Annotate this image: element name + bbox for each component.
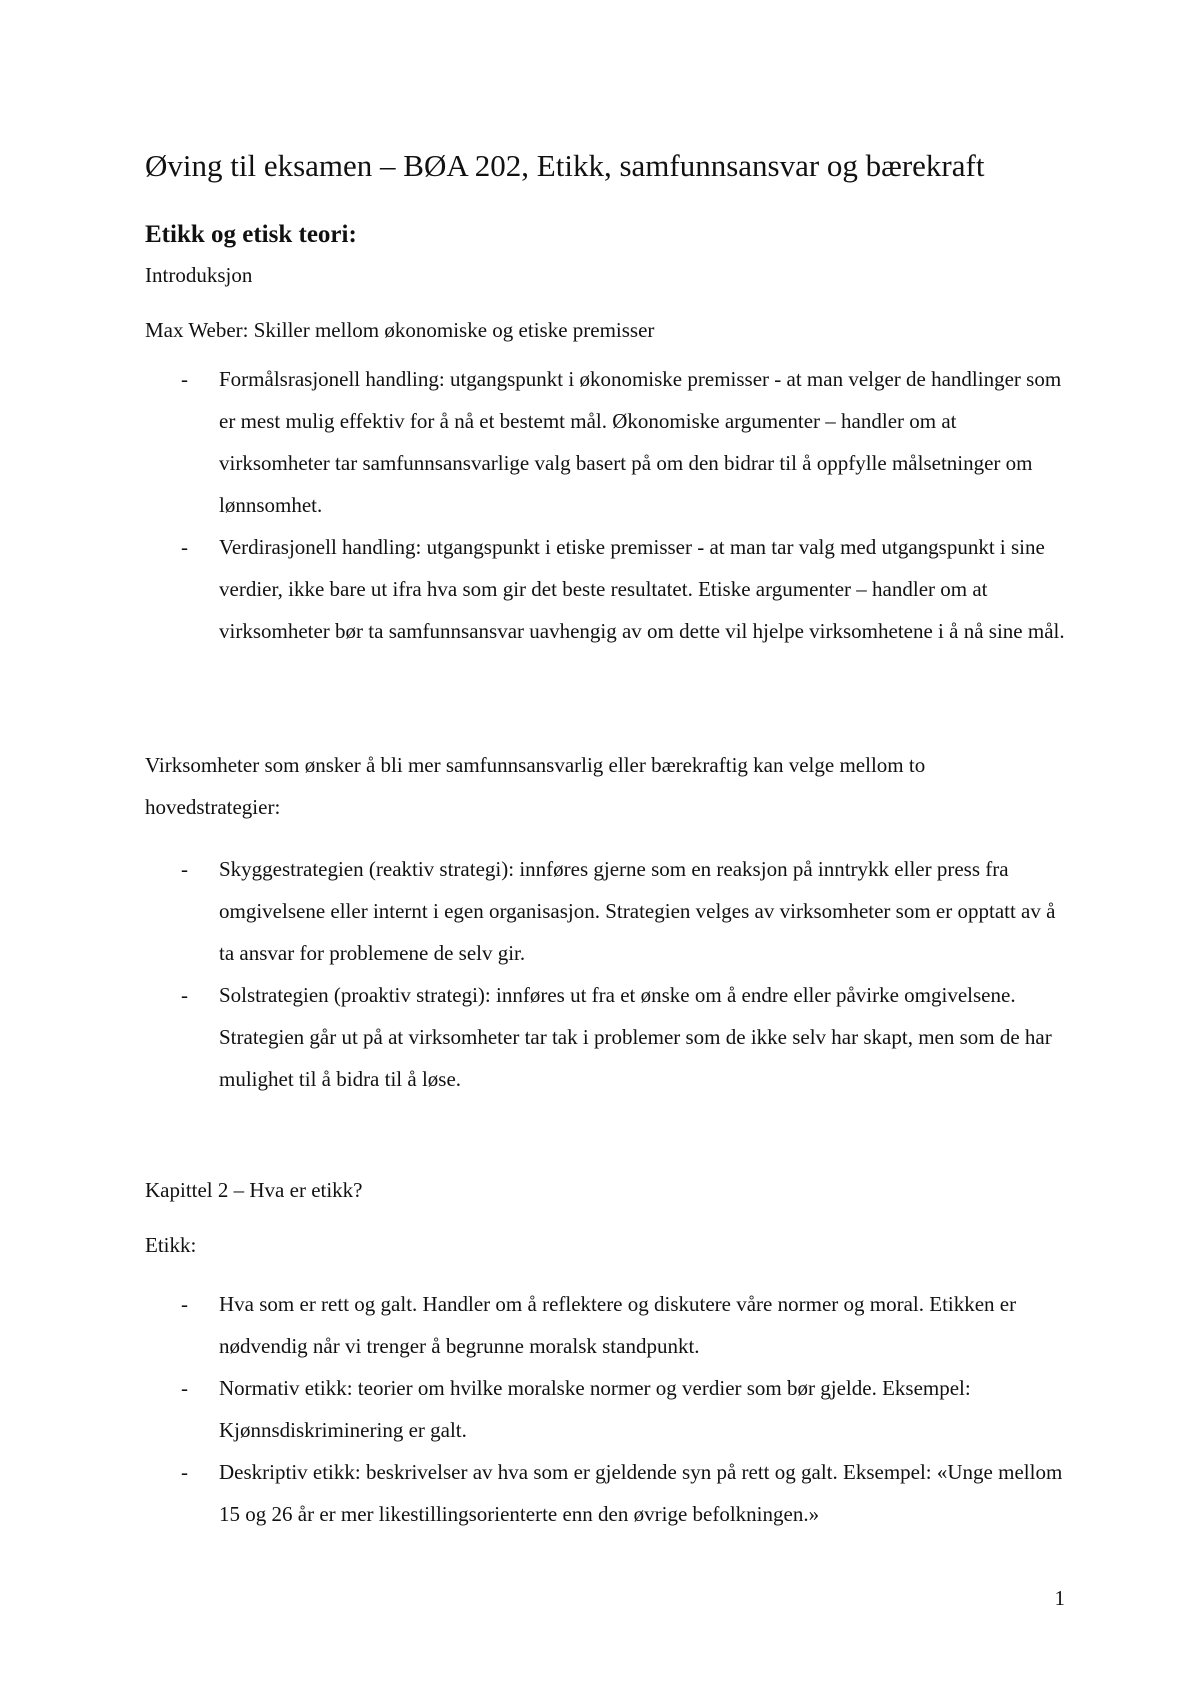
list-marker: - — [181, 1292, 188, 1316]
list-marker: - — [181, 857, 188, 881]
weber-line: Max Weber: Skiller mellom økonomiske og etiske premisser — [145, 318, 655, 342]
strategy-intro: Virksomheter som ønsker å bli mer samfunnsansvarlig eller bærekraftig kan velge mellom to hovedstrategier: — [145, 753, 926, 819]
list-item — [145, 358, 1065, 526]
list-item — [145, 1367, 1065, 1451]
list-item — [145, 974, 1065, 1100]
chapter-label: Kapittel 2 – Hva er etikk? — [145, 1178, 363, 1202]
list-item — [145, 848, 1065, 974]
list-item-text: Verdirasjonell handling: utgangspunkt i etiske premisser - at man tar valg med utgangspunkt i sine verdier, ikke bare ut ifra hva som gir det beste resultatet. Etiske argumenter – handler om at virksomheter bør ta samfunnsansvar uavhengig av om dette vil hjelpe virksomhetene i å nå sine mål. — [219, 535, 1065, 643]
list-item — [145, 1451, 1065, 1535]
intro-label: Introduksjon — [145, 263, 253, 287]
weber-list — [145, 358, 1065, 652]
list-item-text: Formålsrasjonell handling: utgangspunkt i økonomiske premisser - at man velger de handlinger som er mest mulig effektiv for å nå et bestemt mål. Økonomiske argumenter – handler om at virksomheter tar samfunnsansvarlige valg basert på om den bidrar til å oppfylle målsetninger om lønnsomhet. — [219, 367, 1062, 517]
etikk-list — [145, 1283, 1065, 1535]
list-marker: - — [181, 983, 188, 1007]
list-item-text: Hva som er rett og galt. Handler om å reflektere og diskutere våre normer og moral. Etikken er nødvendig når vi trenger å begrunne moralsk standpunkt. — [219, 1292, 1017, 1358]
list-marker: - — [181, 367, 188, 391]
list-marker: - — [181, 535, 188, 559]
list-item-text: Solstrategien (proaktiv strategi): innføres ut fra et ønske om å endre eller påvirke omgivelsene. Strategien går ut på at virksomheter tar tak i problemer som de ikke selv har skapt, men som de har mulighet til å bidra til å løse. — [219, 983, 1052, 1091]
list-item-text: Normativ etikk: teorier om hvilke moralske normer og verdier som bør gjelde. Eksempel: Kjønnsdiskriminering er galt. — [219, 1376, 971, 1442]
list-marker: - — [181, 1376, 188, 1400]
document-title: Øving til eksamen – BØA 202, Etikk, samfunnsansvar og bærekraft — [145, 148, 985, 183]
strategy-list — [145, 848, 1065, 1100]
list-item-text: Deskriptiv etikk: beskrivelser av hva som er gjeldende syn på rett og galt. Eksempel: «Unge mellom 15 og 26 år er mer likestillingsorienterte enn den øvrige befolkningen.» — [219, 1460, 1063, 1526]
section-heading: Etikk og etisk teori: — [145, 221, 357, 248]
list-item-text: Skyggestrategien (reaktiv strategi): innføres gjerne som en reaksjon på inntrykk eller press fra omgivelsene eller internt i egen organisasjon. Strategien velges av virksomheter som er opptatt av å ta ansvar for problemene de selv gir. — [219, 857, 1056, 965]
list-item — [145, 1283, 1065, 1367]
list-marker: - — [181, 1460, 188, 1484]
list-item — [145, 526, 1065, 652]
etikk-label: Etikk: — [145, 1233, 197, 1257]
page-number: 1 — [1054, 1586, 1065, 1610]
